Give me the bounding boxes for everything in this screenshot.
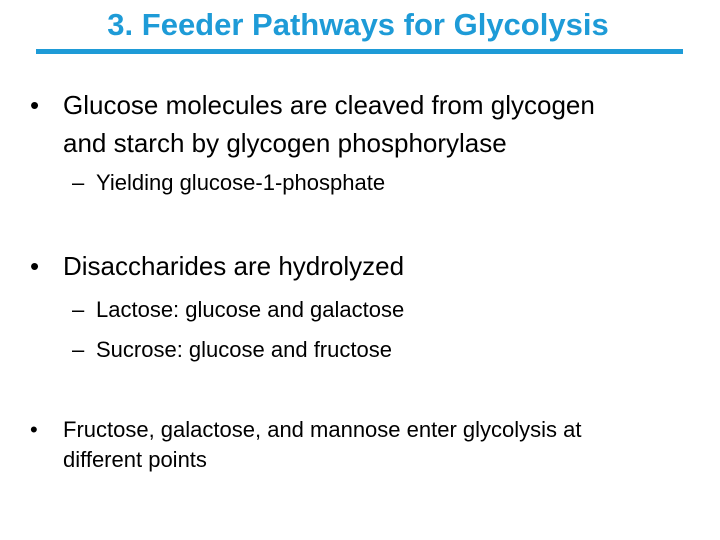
sub-bullet-text: Sucrose: glucose and fructose [96, 337, 392, 362]
bullet-point-icon: • [30, 417, 38, 442]
sub-bullet-sucrose [72, 330, 392, 370]
title-underline [36, 49, 683, 54]
sub-bullet-lactose [72, 290, 404, 330]
dash-icon: – [72, 337, 85, 362]
bullet-line: Fructose, galactose, and mannose enter glycolysis at [63, 417, 582, 442]
sub-bullet-glucose-1-phosphate [72, 163, 385, 203]
bullet-line: Glucose molecules are cleaved from glycogen [63, 90, 595, 120]
bullet-point-icon: • [30, 90, 40, 120]
dash-icon: – [72, 297, 85, 322]
bullet-line: different points [63, 447, 207, 472]
sub-bullet-text: Yielding glucose-1-phosphate [96, 170, 386, 195]
slide-title: 3. Feeder Pathways for Glycolysis [107, 7, 609, 42]
bullet-point-icon: • [30, 251, 40, 281]
bullet-entry-points [30, 415, 582, 475]
sub-bullet-text: Lactose: glucose and galactose [96, 297, 405, 322]
dash-icon: – [72, 170, 85, 195]
bullet-line: Disaccharides are hydrolyzed [63, 251, 405, 281]
bullet-line: and starch by glycogen phosphorylase [63, 128, 507, 158]
bullet-disaccharides [30, 247, 404, 285]
bullet-glycogen [30, 86, 595, 162]
